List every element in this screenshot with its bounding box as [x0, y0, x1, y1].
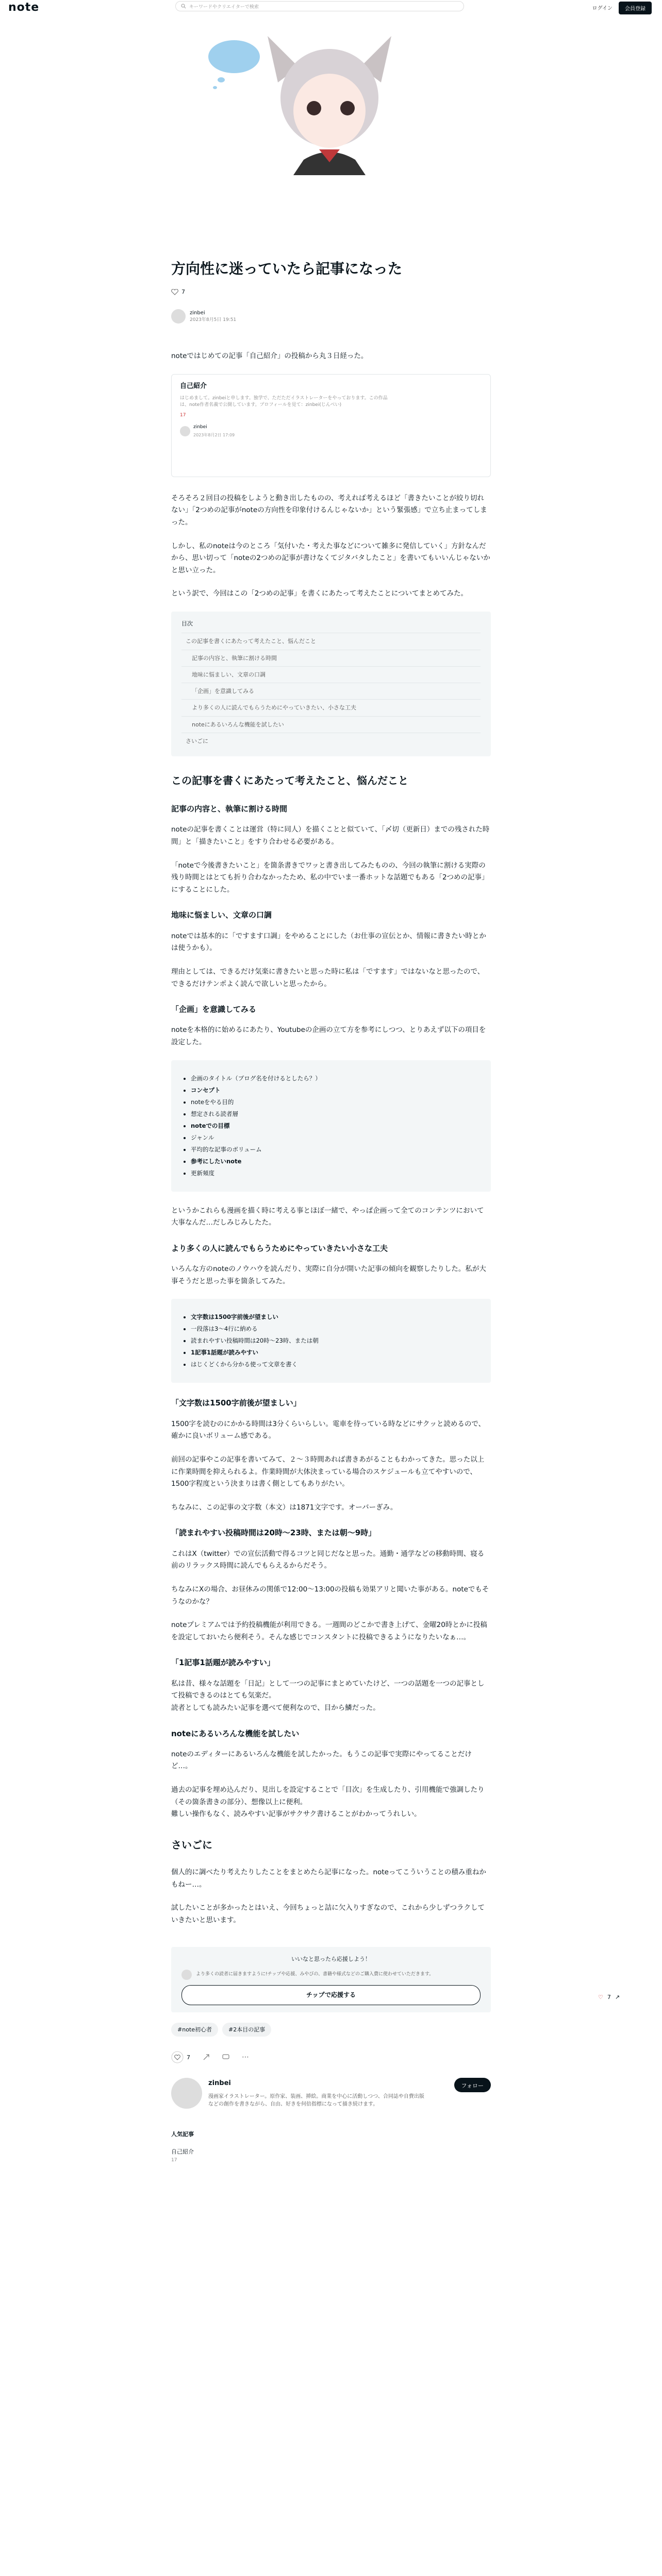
embed-date: 2023年8月2日 17:09 [193, 433, 235, 438]
embed-author: zinbei [193, 425, 207, 430]
list-item: • ジャンル [191, 1132, 471, 1144]
section-heading: この記事を書くにあたって考えたこと、悩んだこと [171, 774, 408, 787]
paragraph: ちなみに、この記事の文字数（本文）は1871文字です。オーバーぎみ。 [171, 1503, 398, 1512]
subsection-heading: より多くの人に読んでもらうためにやっていきたい小さな工夫 [171, 1243, 388, 1253]
subsection-heading: 「1記事1話題が読みやすい」 [171, 1658, 275, 1668]
search-placeholder: キーワードやクリエイターで検索 [189, 4, 259, 10]
plan-list [171, 1060, 491, 1192]
paragraph: しかし、私のnoteは今のところ「気付いた・考えた事などについて雑多に発信していく」方針なんだから、思い切って「noteの2つめの記事が書けなくてジタバタしたこと」を書いてもいいんじゃないかと思い立った。 [171, 541, 490, 574]
list-item: • 1記事1話題が読みやすい [191, 1347, 471, 1359]
heart-icon[interactable]: ♡ [598, 1994, 603, 2001]
paragraph: 個人的に調べたり考えたりしたことをまとめたら記事になった。noteってこういうことの積み重ねかもねー…。 [171, 1868, 486, 1889]
header-illustration [201, 21, 461, 175]
author-name[interactable]: zinbei [190, 310, 205, 316]
list-item: • 一段落は3〜4行に納める [191, 1323, 471, 1335]
support-box [171, 1947, 491, 2012]
like-count: 7 [607, 1994, 611, 2001]
list-item: • 読まれやすい投稿時間は20時〜23時、または朝 [191, 1335, 471, 1347]
avatar[interactable] [171, 309, 186, 324]
tag[interactable]: #2本目の記事 [222, 2023, 271, 2037]
list-item: • 平均的な記事のボリューム [191, 1144, 471, 1156]
toc-item[interactable]: noteにあるいろんな機能を試したい [181, 716, 481, 733]
subsection-heading: 地味に悩ましい、文章の口調 [171, 910, 272, 920]
toc-label: 目次 [181, 620, 193, 627]
author-profile-card [171, 2078, 491, 2109]
paragraph: ちなみにXの場合、お昼休みの関係で12:00〜13:00の投稿も効果アリと聞いた事がある。noteでもそうなのかな？ [171, 1585, 489, 1606]
list-item: • 更新頻度 [191, 1167, 471, 1179]
search-icon [181, 4, 186, 9]
note-logo[interactable]: note [8, 1, 40, 14]
paragraph: 1500字を読むのにかかる時間は3分くらいらしい。電車を待っている時などにサクッと読めるので、確かに良いボリューム感である。 [171, 1419, 486, 1440]
more-icon[interactable]: ⋯ [242, 2053, 249, 2061]
paragraph: 「noteで今後書きたいこと」を箇条書きでワッと書き出してみたものの、今回の執筆に割ける実際の残り時間とはとても折り合わなかったため、私の中でいま一番ホットな話題でもある「2つめの記事」にすることにした。 [171, 861, 489, 894]
list-item: • 企画のタイトル（ブログ名を付けるとしたら？） [191, 1073, 471, 1084]
publish-date: 2023年8月5日 19:51 [190, 317, 237, 323]
subsection-heading: 「読まれやすい投稿時間は20時〜23時、または朝〜9時」 [171, 1528, 376, 1538]
paragraph: というかこれらも漫画を描く時に考える事とほぼ一緒で、やっぱ企画って全てのコンテンツにおいて大事なんだ…だしみじみしたた。 [171, 1206, 484, 1227]
like-count: 7 [187, 2054, 190, 2061]
paragraph: いろんな方のnoteのノウハウを読んだり、実際に自分が開いた記事の傾向を観察したりした。私が大事そうだと思った事を箇条してみた。 [171, 1265, 486, 1285]
paragraph: 過去の記事を埋め込んだり、見出しを設定することで「目次」を生成したり、引用機能で強調したり（その箇条書きの部分）、想像以上に便利。 難しい操作もなく、読みやすい記事がサクサク書けることがわかってうれしい。 [171, 1786, 485, 1819]
embed-title: 自己紹介 [180, 382, 207, 390]
search-input[interactable] [175, 1, 464, 11]
subsection-heading: 「企画」を意識してみる [171, 1005, 257, 1014]
toc-item[interactable]: より多くの人に読んでもらうためにやっていきたい、小さな工夫 [181, 699, 481, 716]
tag[interactable]: #note初心者 [171, 2023, 218, 2037]
tip-button[interactable]: チップで応援する [181, 1985, 481, 2005]
paragraph: noteのエディターにあるいろんな機能を試したかった。もうこの記事で実際にやってることだけど…。 [171, 1750, 472, 1771]
paragraph: noteではじめての記事「自己紹介」の投稿から丸３日経った。 [171, 352, 368, 360]
embed-likes: 17 [180, 412, 186, 418]
tips-list [171, 1299, 491, 1383]
section-heading: さいごに [171, 1838, 212, 1851]
list-item: • 文字数は1500字前後が望ましい [191, 1311, 471, 1323]
heart-icon [171, 2051, 184, 2063]
author-info [171, 309, 236, 324]
list-item: • コンセプト [191, 1084, 471, 1096]
list-item: • はじくどくから分かる使って文章を書く [191, 1359, 471, 1370]
toc-item[interactable]: 記事の内容と、執筆に割ける時間 [181, 650, 481, 666]
support-question: いいなと思ったら応援しよう！ [291, 1956, 371, 1963]
article-title: 方向性に迷っていたら記事になった [171, 260, 403, 277]
list-item: • 想定される読者層 [191, 1108, 471, 1120]
comment-icon[interactable] [222, 2054, 229, 2061]
login-link[interactable]: ログイン [592, 6, 613, 11]
toc-item[interactable]: さいごに [181, 733, 481, 749]
embed-avatar [180, 426, 190, 436]
heart-icon [171, 289, 178, 295]
like-summary[interactable] [171, 289, 185, 295]
article-body [171, 350, 491, 2165]
list-item: • noteをやる目的 [191, 1096, 471, 1108]
profile-name[interactable]: zinbei [208, 2079, 231, 2088]
profile-bio: 漫画家イラストレーター。原作家、装画、挿絵。商業を中心に活動しつつ、合同誌や自費出版などの創作を書きながら、自由、好きを何倍指標になって描き続けます。 [208, 2094, 424, 2108]
tag-list [171, 2023, 491, 2037]
share-icon[interactable] [203, 2054, 210, 2061]
toc-item[interactable]: この記事を書くにあたって考えたこと、悩んだこと [181, 633, 481, 649]
popular-item[interactable]: 自己紹介 [171, 2148, 194, 2155]
avatar[interactable] [171, 2078, 202, 2109]
toc-item[interactable]: 地味に悩ましい、文章の口調 [181, 666, 481, 683]
paragraph: 前回の記事やこの記事を書いてみて、２〜３時間あれば書きあがることもわかってきた。思った以上に作業時間を抑えられるよ。作業時間が大体決まっている場合のスケジュールも立てやすいので、1500字程度という決まりは書く側としてもありがたい。 [171, 1455, 485, 1488]
popular-label: 人気記事 [171, 2131, 194, 2138]
follow-button[interactable]: フォロー [454, 2078, 491, 2092]
list-item: • 参考にしたいnote [191, 1156, 471, 1167]
paragraph: そろそろ２回目の投稿をしようと動き出したものの、考えれば考えるほど「書きたいことが絞り切れない」「2つめの記事がnoteの方向性を印象付けるんじゃないか」という緊張感」で立ち止まってしまった。 [171, 494, 487, 527]
popular-item-likes: 17 [171, 2157, 177, 2163]
toc-item[interactable]: 「企画」を意識してみる [181, 683, 481, 699]
subsection-heading: 記事の内容と、執筆に割ける時間 [171, 804, 288, 814]
paragraph: noteプレミアムでは予約投稿機能が利用できる。一週間のどこかで書き上げて、金曜20時とかに投稿を設定しておいたら便利そう。そんな感じでコンスタントに投稿できるようになりたいなぁ…。 [171, 1621, 487, 1641]
article-actions [171, 2051, 491, 2064]
table-of-contents [171, 612, 491, 756]
paragraph: 理由としては、できるだけ気楽に書きたいと思った時に私は「ですます」ではないなと思ったので、できるだけテンポよく読んで欲しいと思ったから。 [171, 967, 485, 988]
floating-actions [598, 1994, 620, 2001]
support-description: より多くの読者に届きますように!チップや応援、みやびの、書籍や様式などのご購入費に使わせていただきます。 [196, 1972, 434, 1977]
paragraph: 私は昔、様々な話題を「日記」として一つの記事にまとめていたけど、一つの話題を一つの記事として投稿できるのはとても気楽だ。 読者としても読みたい記事を選べて便利なので、目から鱗だった。 [171, 1679, 485, 1712]
paragraph: noteの記事を書くことは運営（特に同人）を描くことと似ていて、「〆切（更新日）までの残された時間」と「描きたいこと」をすり合わせる必要がある。 [171, 825, 490, 846]
paragraph: 試したいことが多かったとはいえ、今回ちょっと詰に欠入りすぎなので、これから少しずつラクしていきたいと思います。 [171, 1904, 485, 1924]
top-header [0, 0, 662, 14]
like-count: 7 [181, 289, 185, 295]
like-button[interactable] [171, 2051, 190, 2063]
subsection-heading: 「文字数は1500字前後が望ましい」 [171, 1398, 301, 1408]
subsection-heading: noteにあるいろんな機能を試したい [171, 1728, 300, 1738]
paragraph: noteを本格的に始めるにあたり、Youtubeの企画の立て方を参考にしつつ、とりあえず以下の項目を設定した。 [171, 1026, 486, 1046]
embed-description: はじめまして。zinbeiと申します。独学で、ただただイラストレーターをやっております。この作品は、note作者名義で公開しています。プロフィールを見て：zinbei(じんべい) [180, 396, 388, 408]
avatar [181, 1970, 192, 1980]
list-item: • noteでの目標 [191, 1120, 471, 1132]
share-icon[interactable]: ↗ [615, 1994, 620, 2001]
signup-button[interactable]: 会員登録 [619, 2, 652, 14]
paragraph: noteでは基本的に「ですます口調」をやめることにした（お仕事の宣伝とか、情報に書きたい時とかは使うかも）。 [171, 931, 486, 953]
paragraph: これはX（twitter）での宣伝活動で得るコツと同じだなと思った。通勤・通学などの移動時間、寝る前のリラックス時間に読んでもらえるからだそう。 [171, 1549, 485, 1570]
paragraph: という訳で、今回はこの「2つめの記事」を書くにあたって考えたことについてまとめてみた。 [171, 589, 468, 598]
embedded-article-card[interactable] [171, 374, 491, 477]
